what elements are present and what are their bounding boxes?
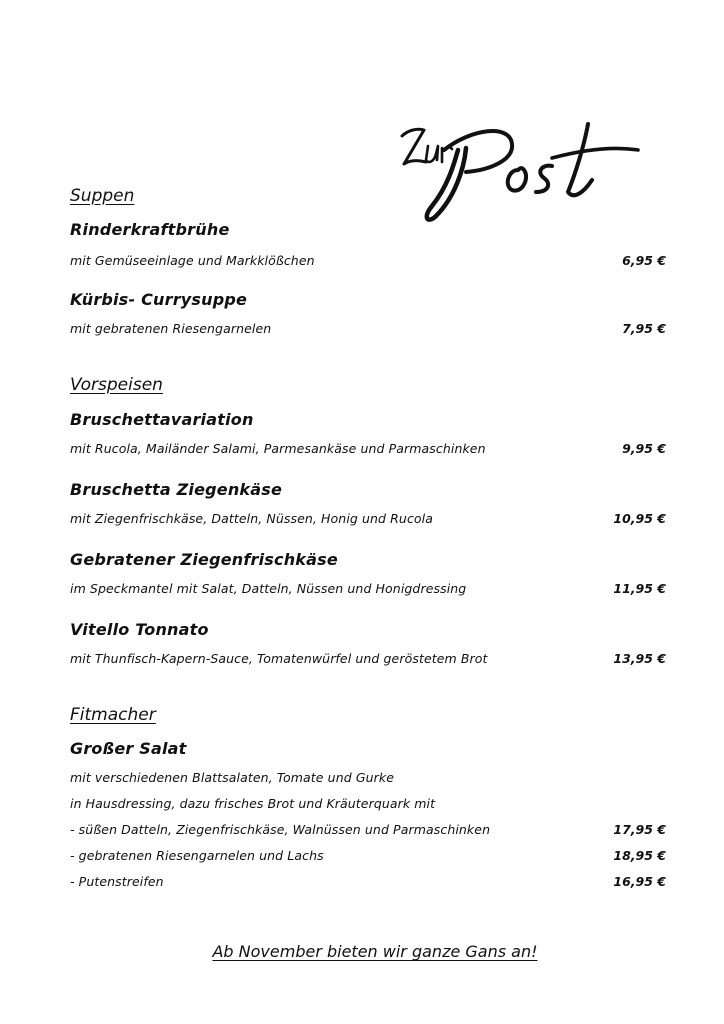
dish-name: Rinderkraftbrühe bbox=[70, 220, 230, 239]
option-price: 17,95 € bbox=[613, 822, 666, 837]
dish-name: Gebratener Ziegenfrischkäse bbox=[70, 550, 338, 569]
option-price: 18,95 € bbox=[613, 848, 666, 863]
option-label: - Putenstreifen bbox=[70, 874, 164, 889]
dish-price: 9,95 € bbox=[622, 441, 666, 456]
dish-description: mit Ziegenfrischkäse, Datteln, Nüssen, Honig und Rucola bbox=[70, 511, 434, 526]
option-price: 16,95 € bbox=[613, 874, 666, 889]
dish-description: mit Thunfisch-Kapern-Sauce, Tomatenwürfel und geröstetem Brot bbox=[70, 651, 488, 666]
section-title-fitmacher: Fitmacher bbox=[70, 705, 156, 725]
dish-name: Großer Salat bbox=[70, 739, 187, 758]
dish-description: mit Gemüseeinlage und Markklößchen bbox=[70, 253, 315, 268]
option-label: - gebratenen Riesengarnelen und Lachs bbox=[70, 848, 324, 863]
dish-price: 6,95 € bbox=[622, 253, 666, 268]
dish-price: 11,95 € bbox=[613, 581, 666, 596]
section-title-suppen: Suppen bbox=[70, 186, 135, 206]
dish-name: Kürbis- Currysuppe bbox=[70, 290, 248, 309]
dish-description: in Hausdressing, dazu frisches Brot und Kräuterquark mit bbox=[70, 796, 436, 811]
dish-price: 13,95 € bbox=[613, 651, 666, 666]
zur-post-logo bbox=[392, 120, 642, 230]
dish-description: mit gebratenen Riesengarnelen bbox=[70, 321, 272, 336]
dish-name: Bruschetta Ziegenkäse bbox=[70, 480, 283, 499]
footer-announcement: Ab November bieten wir ganze Gans an! bbox=[212, 942, 538, 961]
dish-description: mit verschiedenen Blattsalaten, Tomate und Gurke bbox=[70, 770, 395, 785]
dish-name: Bruschettavariation bbox=[70, 410, 254, 429]
section-title-vorspeisen: Vorspeisen bbox=[70, 375, 163, 395]
option-label: - süßen Datteln, Ziegenfrischkäse, Walnüssen und Parmaschinken bbox=[70, 822, 491, 837]
dish-description: im Speckmantel mit Salat, Datteln, Nüssen und Honigdressing bbox=[70, 581, 467, 596]
dish-description: mit Rucola, Mailänder Salami, Parmesankäse und Parmaschinken bbox=[70, 441, 486, 456]
dish-price: 7,95 € bbox=[622, 321, 666, 336]
dish-name: Vitello Tonnato bbox=[70, 620, 209, 639]
dish-price: 10,95 € bbox=[613, 511, 666, 526]
